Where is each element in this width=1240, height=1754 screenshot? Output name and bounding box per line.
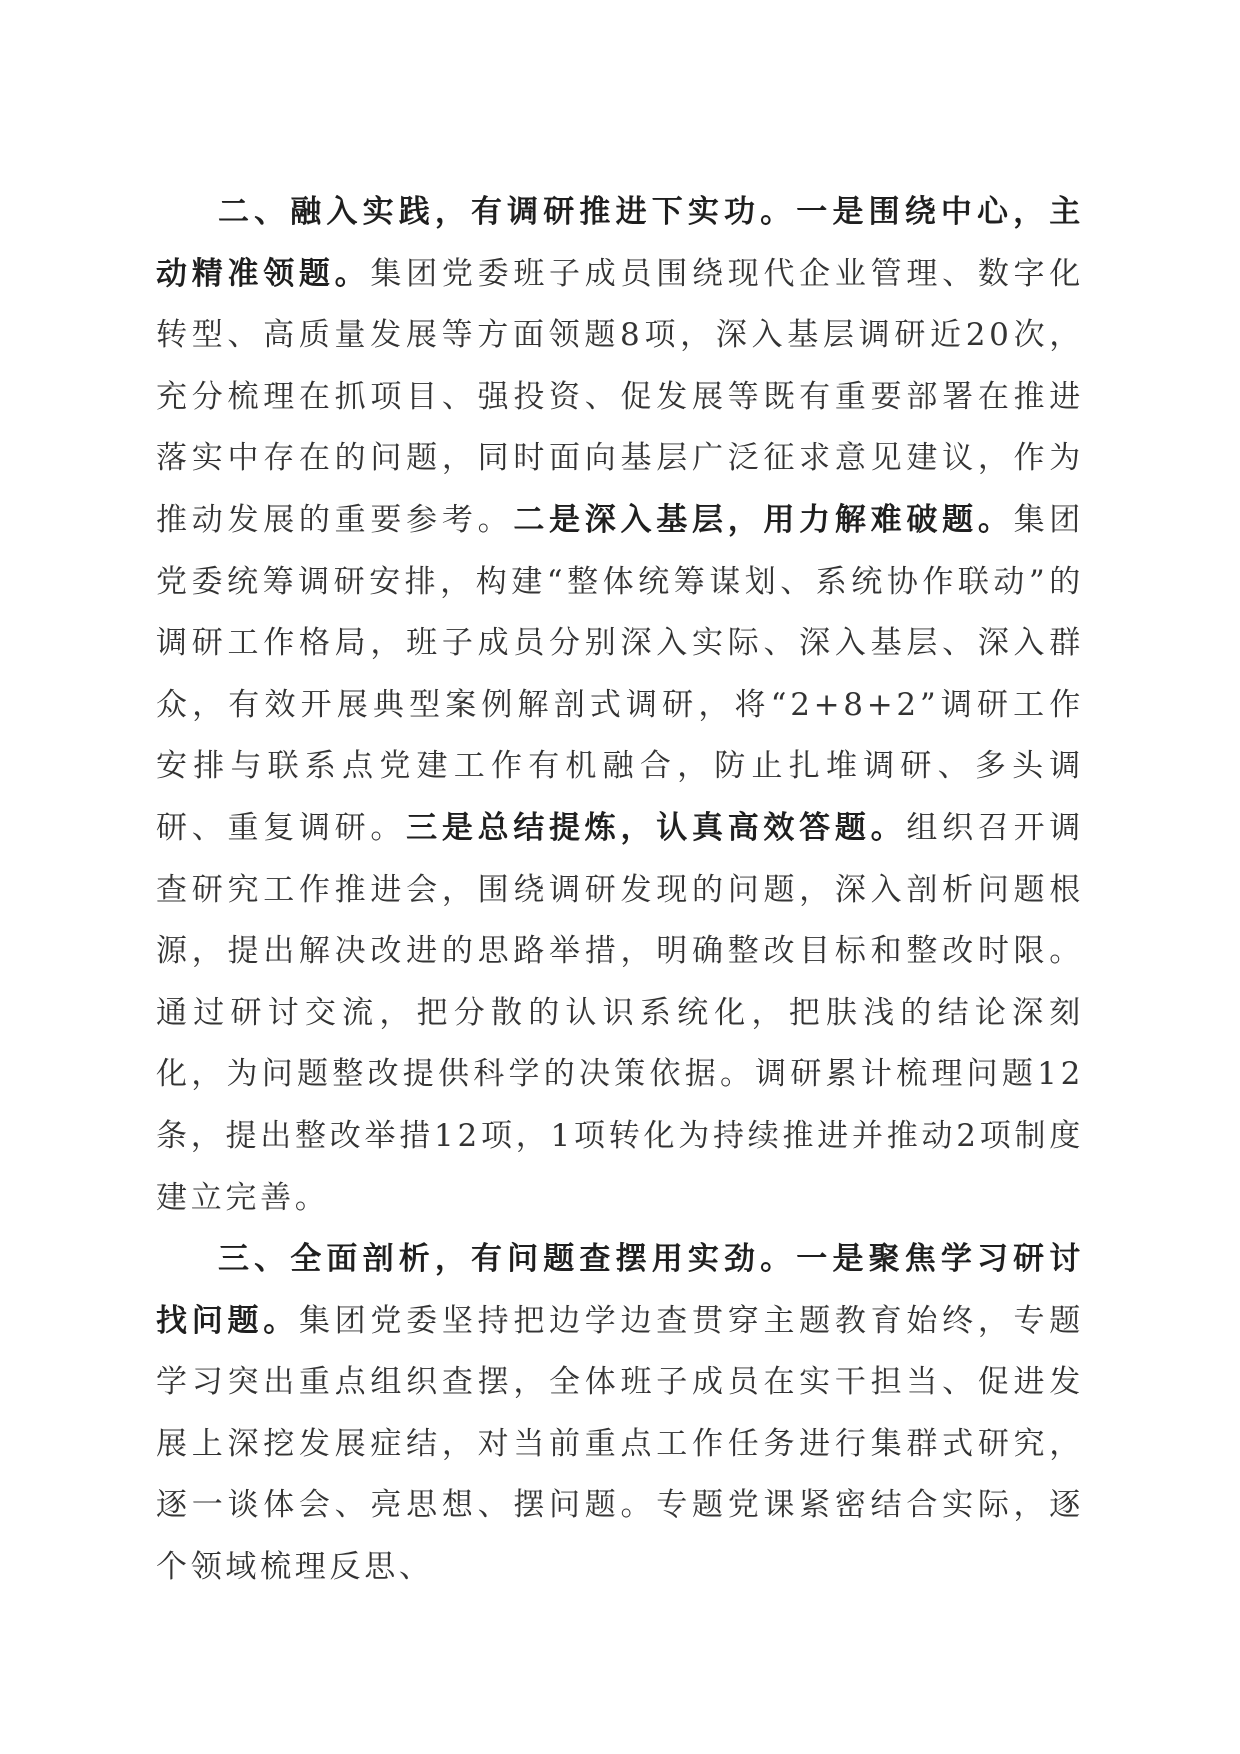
point-heading: 一是聚焦学习研讨找问题。 bbox=[156, 1241, 1084, 1339]
section-heading: 二、融入实践，有调研推进下实功。 bbox=[218, 194, 797, 230]
section-heading: 三、全面剖析，有问题查摆用实劲。 bbox=[218, 1241, 797, 1278]
point-heading: 三是总结提炼，认真高效答题。 bbox=[406, 809, 907, 846]
body-text: 集团党委班子成员围绕现代企业管理、数字化转型、高质量发展等方面领题8项，深入基层调研近20次，充分梳理在抓项目、强投资、促发展等既有重要部署在推进落实中存在的问题，同时面向基层广泛征求意见建议，作为推动发展的重要参考。 bbox=[156, 255, 1084, 538]
body-text: 集团党委统筹调研安排，构建“整体统筹谋划、系统协作联动”的调研工作格局，班子成员分别深入实际、深入基层、深入群众，有效开展典型案例解剖式调研，将“2+8+2”调研工作安排与联系点党建工作有机融合，防止扎堆调研、多头调研、重复调研。 bbox=[156, 501, 1084, 846]
paragraph-section-two bbox=[156, 182, 1084, 1229]
body-text: 组织召开调查研究工作推进会，围绕调研发现的问题，深入剖析问题根源，提出解决改进的思路举措，明确整改目标和整改时限。通过研讨交流，把分散的认识系统化，把肤浅的结论深刻化，为问题整改提供科学的决策依据。调研累计梳理问题12条，提出整改举措12项，1项转化为持续推进并推动2项制度建立完善。 bbox=[156, 809, 1084, 1216]
document-body bbox=[156, 182, 1084, 1599]
body-text: 集团党委坚持把边学边查贯穿主题教育始终，专题学习突出重点组织查摆，全体班子成员在实干担当、促进发展上深挖发展症结，对当前重点工作任务进行集群式研究，逐一谈体会、亮思想、摆问题。专题党课紧密结合实际，逐个领域梳理反思、 bbox=[156, 1302, 1084, 1586]
point-heading: 二是深入基层，用力解难破题。 bbox=[513, 501, 1014, 538]
paragraph-section-three bbox=[156, 1229, 1084, 1599]
point-heading: 一是围绕中心，主动精准领题。 bbox=[156, 194, 1084, 292]
